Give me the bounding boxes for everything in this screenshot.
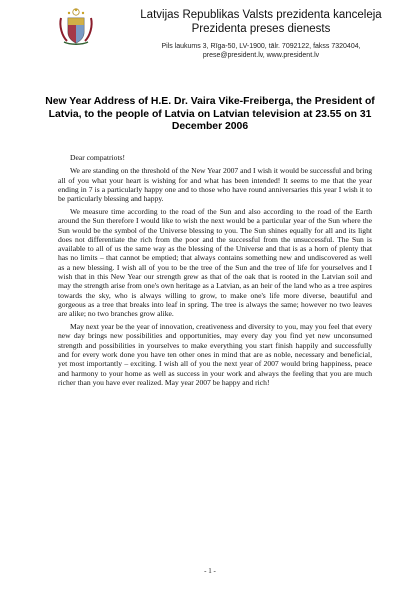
document-body — [58, 153, 372, 391]
letterhead-address — [108, 42, 414, 60]
document-title: New Year Address of H.E. Dr. Vaira Vike-Freiberga, the President of Latvia, to the people of Latvia on Latvian television at 23.55 on 31 December 2006 — [45, 96, 375, 132]
letterhead-department: Prezidenta preses dienests — [191, 23, 331, 35]
page-number: - 1 - — [204, 567, 216, 575]
letterhead-address-line: Pils laukums 3, Rīga-50, LV-1900, tālr. 7092122, fakss 7320404, — [161, 43, 361, 50]
letterhead — [108, 8, 414, 60]
paragraph-1: We are standing on the threshold of the New Year 2007 and I wish it would be successful and bring all of you what your heart is wishing for and what has been intended! It seems to me that the year ending in 7 is a particularly happy one and to those who have round anniversaries this year I wish it to be particularly blessing and happy. — [58, 166, 372, 204]
letterhead-contact-line: prese@president.lv, www.president.lv — [202, 52, 320, 59]
paragraph-2: We measure time according to the road of the Sun and also according to the road of the Earth around the Sun therefore I would like to wish the next would be a particular year of the Sun where the Sun would be the symbol of the Universe blessing to you. The Sun shines equally for all and its light does not differentiate the rich from the poor and the successful from the unsuccessful. The Sun is available to all of us the same way as the blessing of the Universe and that is as a horn of plenty that has no limits – that cannot be emptied; that always contains something new and undiscovered as well as a new blessing. I wish all of you to be the tree of the Sun and the tree of life for yourselves and I wish that in this New Year our strength grew as that of the oak that is rooted in the Latvian soil and may the strength arise from one's own heritage as a Latvian, as an heir of the land who as a tree aspires towards the sky, who is always willing to grow, to make one's life more diverse, beautiful and gorgeous as a tree that breaks into leaf in spring. The tree is always the same; however no two leaves are alike; no two branches grow alike. — [58, 206, 372, 319]
letterhead-institution: Latvijas Republikas Valsts prezidenta kanceleja — [140, 9, 382, 21]
paragraph-3: May next year be the year of innovation, creativeness and diversity to you, may you feel that every new day brings new possibilities and opportunities, may every day you find yet new unconsumed strength and possibilities in yourselves to make everything you start finish happily and successfully and for every work done you have ten other ones in mind that are as noble, necessary and beneficial, yet most importantly – exciting. I wish all of you the next year of 2007 would bring happiness, peace and harmony to your home as well as success in your work and always the feeling that you are much richer than you have ever realized. May year 2007 be happy and rich! — [58, 322, 372, 387]
salutation: Dear compatriots! — [70, 153, 126, 162]
latvian-coat-of-arms-icon — [58, 8, 94, 46]
